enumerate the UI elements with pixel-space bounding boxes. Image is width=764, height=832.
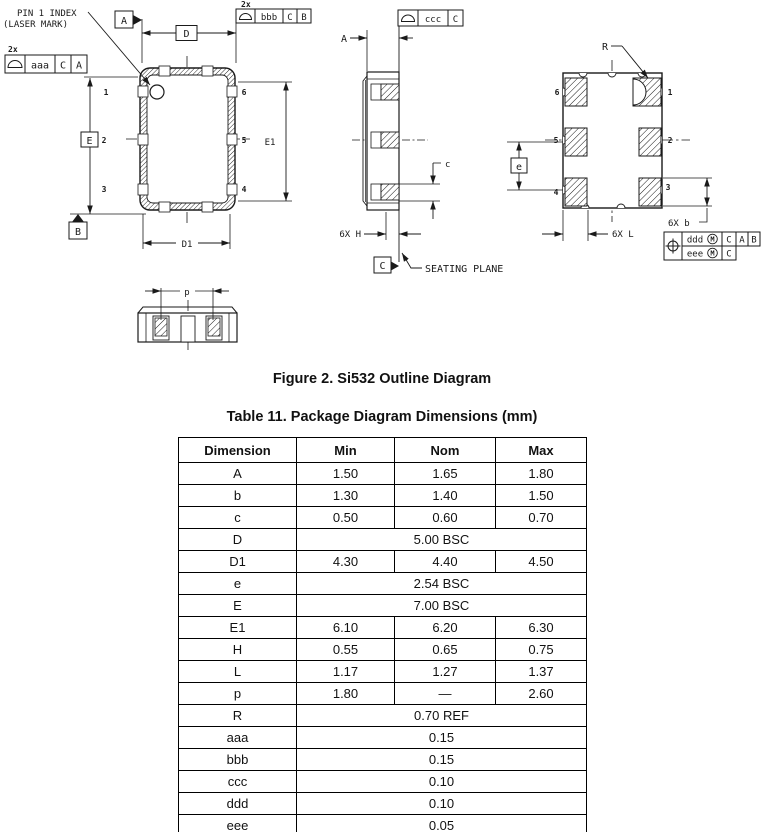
table-row xyxy=(179,683,587,705)
fcf-aaa-qty: 2x xyxy=(8,45,18,54)
datum-C xyxy=(374,257,399,273)
dimension-cell: E xyxy=(179,595,297,617)
front-pin-3: 3 xyxy=(101,185,107,194)
back-pin-1: 1 xyxy=(667,88,673,97)
table-header-row xyxy=(179,438,587,463)
dimension-E xyxy=(69,77,146,239)
value-cell: 2.60 xyxy=(496,683,587,705)
fcf-ccc-tol: ccc xyxy=(424,15,442,25)
dim-c-label: c xyxy=(445,160,451,170)
side-view xyxy=(352,26,428,262)
front-pin-4: 4 xyxy=(241,185,247,194)
datum-A-triangle xyxy=(133,15,142,25)
fcf-aaa-ref1: C xyxy=(59,60,67,72)
datum-B-triangle xyxy=(72,214,84,222)
dim-6x-b-label: 6X b xyxy=(668,219,690,229)
dim-6x-L-label: 6X L xyxy=(612,230,634,240)
table-row xyxy=(179,529,587,551)
value-cell: 0.70 REF xyxy=(297,705,587,727)
table-row xyxy=(179,463,587,485)
dim-A-label: A xyxy=(340,34,348,45)
value-cell: 6.20 xyxy=(395,617,496,639)
dimension-cell: E1 xyxy=(179,617,297,639)
header-max: Max xyxy=(496,438,587,463)
value-cell: 0.05 xyxy=(297,815,587,832)
fcf-bbb xyxy=(236,0,311,23)
value-cell: 0.10 xyxy=(297,771,587,793)
fcf-bbb-qty: 2x xyxy=(241,0,251,9)
outline-diagram xyxy=(0,0,764,362)
value-cell: 0.50 xyxy=(297,507,395,529)
seating-plane-label: SEATING PLANE xyxy=(425,264,504,275)
value-cell: 0.70 xyxy=(496,507,587,529)
dimension-cell: D1 xyxy=(179,551,297,573)
dimension-D1 xyxy=(143,214,230,250)
header-nom: Nom xyxy=(395,438,496,463)
value-cell: 0.60 xyxy=(395,507,496,529)
value-cell: 0.15 xyxy=(297,727,587,749)
value-cell: 6.10 xyxy=(297,617,395,639)
dimension-cell: ccc xyxy=(179,771,297,793)
datum-B-label: B xyxy=(74,227,82,238)
back-pin-5: 5 xyxy=(553,136,559,145)
value-cell: 2.54 BSC xyxy=(297,573,587,595)
fcf-position-row1-ref3: B xyxy=(751,235,757,246)
header-dimension: Dimension xyxy=(179,438,297,463)
dim-D-label: D xyxy=(183,29,190,40)
value-cell: 1.17 xyxy=(297,661,395,683)
table-row xyxy=(179,727,587,749)
dim-E1-label: E1 xyxy=(264,138,276,148)
fcf-bbb-tol: bbb xyxy=(260,13,278,23)
dim-E-label: E xyxy=(86,136,93,147)
value-cell: 1.40 xyxy=(395,485,496,507)
table-row xyxy=(179,749,587,771)
fcf-bbb-ref1: C xyxy=(287,13,293,23)
pin1-index-text-line1: PIN 1 INDEX xyxy=(17,9,77,19)
back-pin-3: 3 xyxy=(665,183,671,192)
front-pin-6: 6 xyxy=(241,88,247,97)
datum-C-triangle xyxy=(391,262,399,271)
value-cell: 1.30 xyxy=(297,485,395,507)
back-view xyxy=(545,60,690,222)
value-cell: 1.50 xyxy=(297,463,395,485)
value-cell: 6.30 xyxy=(496,617,587,639)
value-cell: 7.00 BSC xyxy=(297,595,587,617)
fcf-position xyxy=(664,232,760,260)
value-cell: 0.15 xyxy=(297,749,587,771)
fcf-ccc-ref1: C xyxy=(452,15,459,25)
datum-C-label: C xyxy=(379,261,386,272)
dimension-cell: R xyxy=(179,705,297,727)
dimensions-table xyxy=(178,437,587,832)
value-cell: 1.80 xyxy=(297,683,395,705)
dimension-cell: c xyxy=(179,507,297,529)
dimension-cell: A xyxy=(179,463,297,485)
dim-p-label: p xyxy=(184,288,190,298)
value-cell: 5.00 BSC xyxy=(297,529,587,551)
dimension-cell: L xyxy=(179,661,297,683)
dimension-cell: H xyxy=(179,639,297,661)
table-row xyxy=(179,595,587,617)
fcf-position-row1-ref2: A xyxy=(739,235,745,246)
header-min: Min xyxy=(297,438,395,463)
dim-R-label: R xyxy=(601,42,609,53)
dimension-A xyxy=(341,34,413,45)
value-cell: 4.50 xyxy=(496,551,587,573)
dimension-cell: e xyxy=(179,573,297,595)
table-row xyxy=(179,793,587,815)
dimension-cell: eee xyxy=(179,815,297,832)
fcf-position-row1-ref1: C xyxy=(726,235,732,246)
dim-6x-H-label: 6X H xyxy=(339,230,361,240)
fcf-bbb-ref2: B xyxy=(301,13,307,23)
front-view xyxy=(102,56,250,224)
front-pin-5: 5 xyxy=(241,136,247,145)
table-row xyxy=(179,551,587,573)
fcf-aaa-ref2: A xyxy=(75,60,83,72)
table-row xyxy=(179,485,587,507)
dimension-D xyxy=(115,11,236,63)
value-cell: 1.27 xyxy=(395,661,496,683)
dimension-cell: ddd xyxy=(179,793,297,815)
dimension-6x-L xyxy=(542,210,634,241)
dim-e-label: e xyxy=(515,162,523,173)
table-row xyxy=(179,815,587,832)
fcf-ccc xyxy=(398,10,463,26)
dimension-cell: bbb xyxy=(179,749,297,771)
seating-plane-callout xyxy=(402,253,503,275)
value-cell: 0.10 xyxy=(297,793,587,815)
table-row xyxy=(179,573,587,595)
value-cell: 0.75 xyxy=(496,639,587,661)
fcf-position-row2-mod: M xyxy=(710,249,715,258)
dimension-cell: b xyxy=(179,485,297,507)
dimensions-table-body xyxy=(179,463,587,832)
fcf-aaa-tol: aaa xyxy=(30,60,50,72)
value-cell: 1.65 xyxy=(395,463,496,485)
dimension-cell: p xyxy=(179,683,297,705)
dimension-c xyxy=(399,160,450,219)
dimension-cell: D xyxy=(179,529,297,551)
table-row xyxy=(179,705,587,727)
fcf-position-row2-tol: eee xyxy=(686,249,704,260)
value-cell: 0.55 xyxy=(297,639,395,661)
dim-D1-label: D1 xyxy=(181,240,193,250)
fcf-position-row1-mod: M xyxy=(710,235,715,244)
bottom-view xyxy=(138,300,237,352)
dimension-cell: aaa xyxy=(179,727,297,749)
datum-A-label: A xyxy=(120,16,128,27)
fcf-position-row2-ref1: C xyxy=(726,249,732,260)
figure-caption: Figure 2. Si532 Outline Diagram xyxy=(272,371,492,387)
table-row xyxy=(179,661,587,683)
value-cell: 0.65 xyxy=(395,639,496,661)
value-cell: — xyxy=(395,683,496,705)
back-pin-6: 6 xyxy=(554,88,560,97)
value-cell: 1.80 xyxy=(496,463,587,485)
pin1-index-text-line2: (LASER MARK) xyxy=(3,20,69,30)
value-cell: 1.37 xyxy=(496,661,587,683)
table-row xyxy=(179,639,587,661)
back-pin-2: 2 xyxy=(667,136,673,145)
fcf-position-row1-tol: ddd xyxy=(686,235,704,246)
table-row xyxy=(179,771,587,793)
value-cell: 4.40 xyxy=(395,551,496,573)
back-pin-4: 4 xyxy=(553,188,559,197)
value-cell: 4.30 xyxy=(297,551,395,573)
table-row xyxy=(179,617,587,639)
front-pin-2: 2 xyxy=(101,136,107,145)
front-pin-1: 1 xyxy=(103,88,109,97)
table-row xyxy=(179,507,587,529)
dimension-e xyxy=(507,142,563,190)
dimension-6x-H xyxy=(339,212,421,240)
laser-mark-circle xyxy=(150,85,164,99)
value-cell: 1.50 xyxy=(496,485,587,507)
table-title: Table 11. Package Diagram Dimensions (mm) xyxy=(226,409,538,425)
fcf-aaa xyxy=(5,45,87,73)
